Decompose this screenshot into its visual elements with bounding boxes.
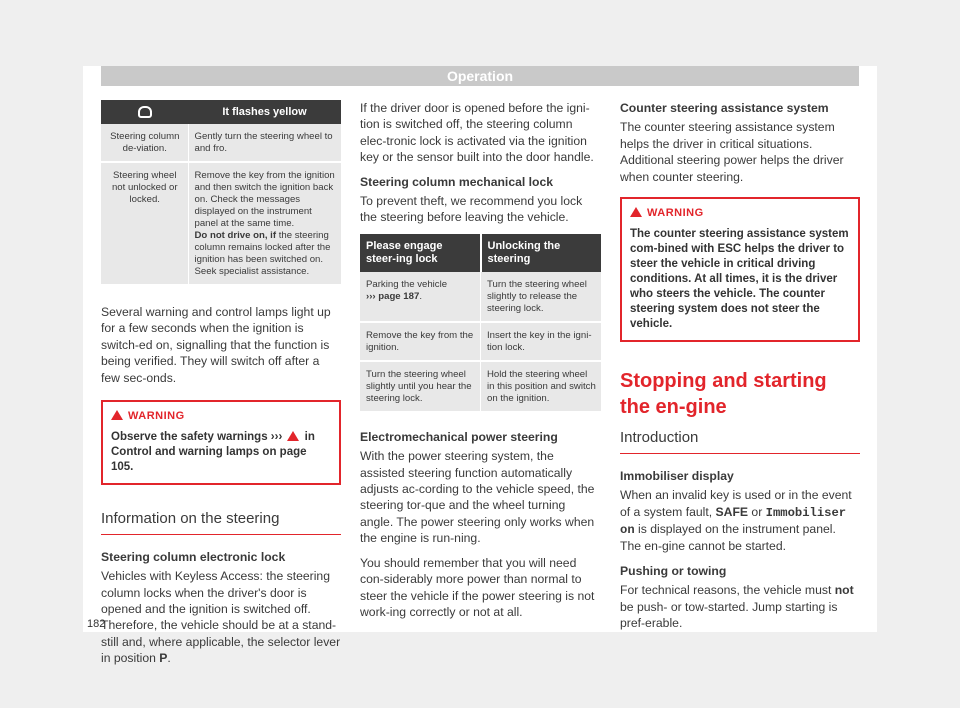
table-cell: Gently turn the steering wheel to and fro. [188, 124, 341, 162]
table-cell [188, 162, 341, 285]
table-row [360, 361, 601, 412]
not-emphasis: not [834, 583, 854, 598]
steering-lock-table [360, 234, 601, 413]
table-cell: Remove the key from the ignition. [360, 322, 481, 361]
warning-icon [630, 207, 642, 217]
paragraph: To prevent theft, we recommend you lock the steering before leaving the vehicle. [360, 194, 583, 225]
paragraph [101, 568, 341, 666]
paragraph [620, 487, 860, 555]
table-row [360, 272, 601, 322]
paragraph: Several warning and control lamps light up for a few seconds when the ignition is switch-ed on, signalling that the function is being verified. They will switch off after a few sec-onds. [101, 305, 331, 385]
warning-text-part: Observe the safety warnings ››› [111, 431, 283, 444]
paragraph: If the driver door is opened before the igni-tion is switched off, the steering column elec-tronic lock is activated via the ignition key or the sensor built into the door handle. [360, 101, 594, 165]
paragraph: The counter steering assistance system helps the driver in critical situations. Additional steering power helps the driver when counter steering. [620, 120, 844, 184]
subheading: Pushing or towing [620, 563, 727, 578]
table-header: Please engage steer-ing lock [360, 234, 481, 272]
warning-header [103, 402, 339, 428]
column-middle [360, 100, 601, 628]
table-cell: Turn the steering wheel slightly until you hear the steering lock. [360, 361, 481, 412]
table-cell [360, 272, 481, 322]
warning-label: WARNING [128, 410, 185, 423]
warning-box [620, 197, 860, 342]
cell-text: Remove the key from the ignition and then switch the ignition back on. Check the messages displayed on the instrument panel at the same time. [194, 170, 335, 229]
lamp-table-icon-cell [101, 100, 188, 124]
table-header: Unlocking the steering [481, 234, 602, 272]
table-cell: Hold the steering wheel in this position and switch on the ignition. [481, 361, 602, 412]
warning-box [101, 400, 341, 485]
column-right [620, 100, 860, 640]
steering-lock-icon [138, 106, 152, 118]
chapter-title: Stopping and starting the en-gine [620, 370, 827, 419]
section-title: Information on the steering [101, 511, 341, 534]
cell-text: Parking the vehicle [366, 278, 448, 290]
paragraph: You should remember that you will need con-siderably more power than normal to steer the vehicle if the power steering is not work-ing correctly or not at all. [360, 555, 595, 619]
page-link[interactable]: ››› page 187 [366, 290, 420, 302]
paragraph-text: Vehicles with Keyless Access: the steering column locks when the driver's door is opened and the ignition is switched off. Therefore, the vehicle should be at a stand-still and, where applicable, the selector lever in position [101, 569, 341, 666]
warning-text: The counter steering assistance system com-bined with ESC helps the driver to steer the vehicle in critical driving conditions. At all times, it is the driver who steers the vehicle. The counter steering system does not steer the vehicle. [630, 228, 849, 331]
subheading: Counter steering assistance system [620, 101, 829, 115]
cell-text-tail: the steering column remains locked after the ignition has been switched on. Seek specialist assistance. [194, 230, 331, 277]
warning-link[interactable]: in Control and warning lamps on page 105. [111, 431, 315, 474]
lamp-table-heading: It flashes yellow [188, 100, 341, 124]
warning-icon [111, 410, 123, 420]
page-header: Operation [101, 66, 859, 86]
subheading: Immobiliser display [620, 468, 734, 483]
cell-bold-text: Do not drive on, if [194, 230, 277, 241]
column-left [101, 100, 341, 675]
subheading: Steering column mechanical lock [360, 174, 554, 189]
immobiliser-text: Immobiliser on [620, 505, 847, 538]
page-number: 182 [87, 618, 106, 630]
table-cell: Steering column de-viation. [101, 124, 188, 162]
table-row [101, 162, 341, 285]
paragraph [620, 582, 860, 631]
selector-position: P [159, 651, 168, 666]
table-row [360, 322, 601, 361]
section-title: Introduction [620, 430, 860, 453]
table-cell: Insert the key in the igni-tion lock. [481, 322, 602, 361]
paragraph-text: or [748, 504, 766, 519]
subheading: Steering column electronic lock [101, 549, 286, 564]
paragraph-text: For technical reasons, the vehicle must [620, 583, 835, 598]
table-cell: Steering wheel not unlocked or locked. [101, 162, 188, 285]
warning-text [103, 428, 339, 483]
warning-inline-icon [287, 431, 299, 441]
warning-header [622, 199, 858, 225]
paragraph-text: When an invalid key is used or in the event of a system fault, [620, 488, 852, 519]
paragraph-text: is displayed on the instrument panel. The en-gine cannot be started. [620, 522, 836, 554]
table-cell: Turn the steering wheel slightly to release the steering lock. [481, 272, 602, 322]
safe-symbol: SAFE [715, 504, 749, 519]
paragraph: With the power steering system, the assisted steering function automatically adjusts ac-cording to the vehicle speed, the steering tor-que and the wheel turning angle. The power steering only works when the engine is run-ning. [360, 449, 595, 546]
table-row [101, 124, 341, 162]
lamp-table [101, 100, 341, 286]
cell-text-end: . [419, 290, 422, 302]
paragraph-text: be push- or tow-started. Jump starting is pref-erable. [620, 599, 838, 631]
subheading: Electromechanical power steering [360, 429, 558, 444]
paragraph-end: . [167, 651, 171, 666]
warning-label: WARNING [647, 207, 704, 220]
